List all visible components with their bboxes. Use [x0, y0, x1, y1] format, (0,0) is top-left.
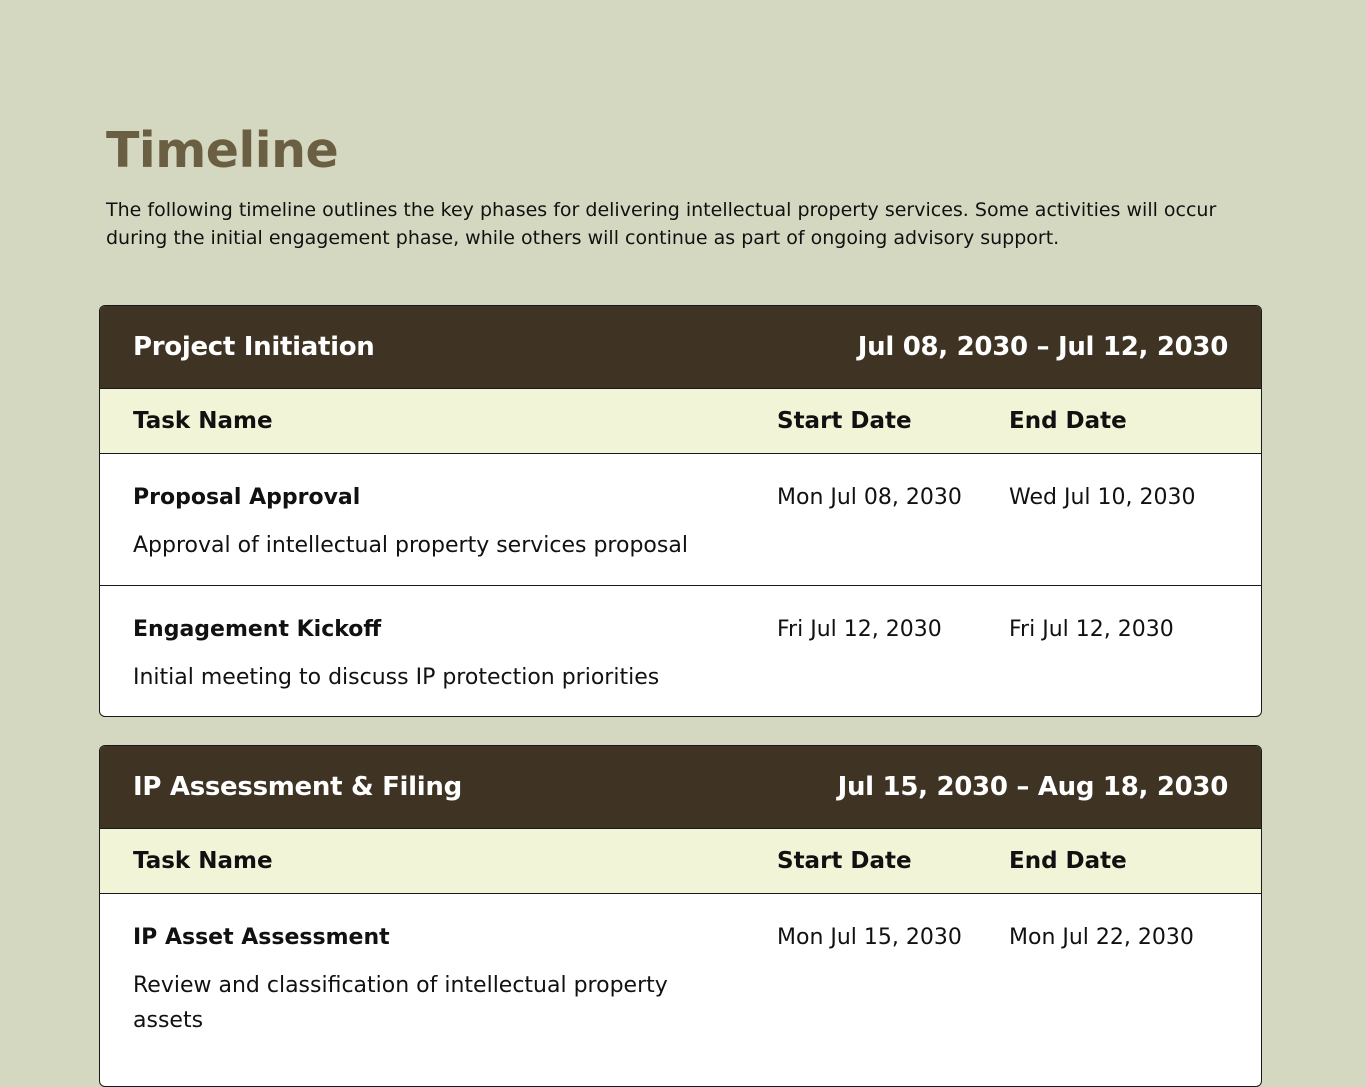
task-description: Review and classification of intellectual property assets: [133, 973, 668, 1033]
phase-card-project-initiation: [99, 305, 1262, 717]
column-header-end-date: End Date: [1009, 848, 1127, 874]
task-end-date: Fri Jul 12, 2030: [1009, 617, 1174, 642]
task-end-date: Wed Jul 10, 2030: [1009, 485, 1196, 510]
table-row: [100, 894, 1261, 1064]
phase-header: [100, 746, 1261, 828]
phase-name: Project Initiation: [133, 332, 375, 362]
task-cell: [133, 922, 777, 1064]
intro-paragraph: The following timeline outlines the key phases for delivering intellectual property services. Some activities will occur during the initial engagement phase, while others will continue as part of ongoing advisory support.: [106, 199, 1217, 249]
task-cell: [133, 482, 777, 585]
task-name: Engagement Kickoff: [133, 617, 382, 642]
task-start-date: Mon Jul 15, 2030: [777, 925, 962, 950]
column-header-end-date: End Date: [1009, 408, 1127, 434]
phase-card-ip-assessment-filing: [99, 745, 1262, 1087]
table-header-row: [100, 828, 1261, 894]
task-start-date: Mon Jul 08, 2030: [777, 485, 962, 510]
task-cell: [133, 614, 777, 716]
page-title: Timeline: [106, 122, 339, 179]
phase-name: IP Assessment & Filing: [133, 772, 462, 802]
task-name: IP Asset Assessment: [133, 925, 390, 950]
task-description: Approval of intellectual property services proposal: [133, 533, 688, 558]
column-header-task-name: Task Name: [133, 408, 273, 434]
table-header-row: [100, 388, 1261, 454]
column-header-task-name: Task Name: [133, 848, 273, 874]
phase-date-range: Jul 08, 2030 – Jul 12, 2030: [857, 332, 1228, 362]
task-description: Initial meeting to discuss IP protection priorities: [133, 665, 660, 690]
table-row: [100, 454, 1261, 585]
phase-date-range: Jul 15, 2030 – Aug 18, 2030: [837, 772, 1228, 802]
column-header-start-date: Start Date: [777, 408, 912, 434]
column-header-start-date: Start Date: [777, 848, 912, 874]
phase-header: [100, 306, 1261, 388]
table-row: [100, 585, 1261, 716]
task-name: Proposal Approval: [133, 485, 361, 510]
task-start-date: Fri Jul 12, 2030: [777, 617, 942, 642]
task-end-date: Mon Jul 22, 2030: [1009, 925, 1194, 950]
